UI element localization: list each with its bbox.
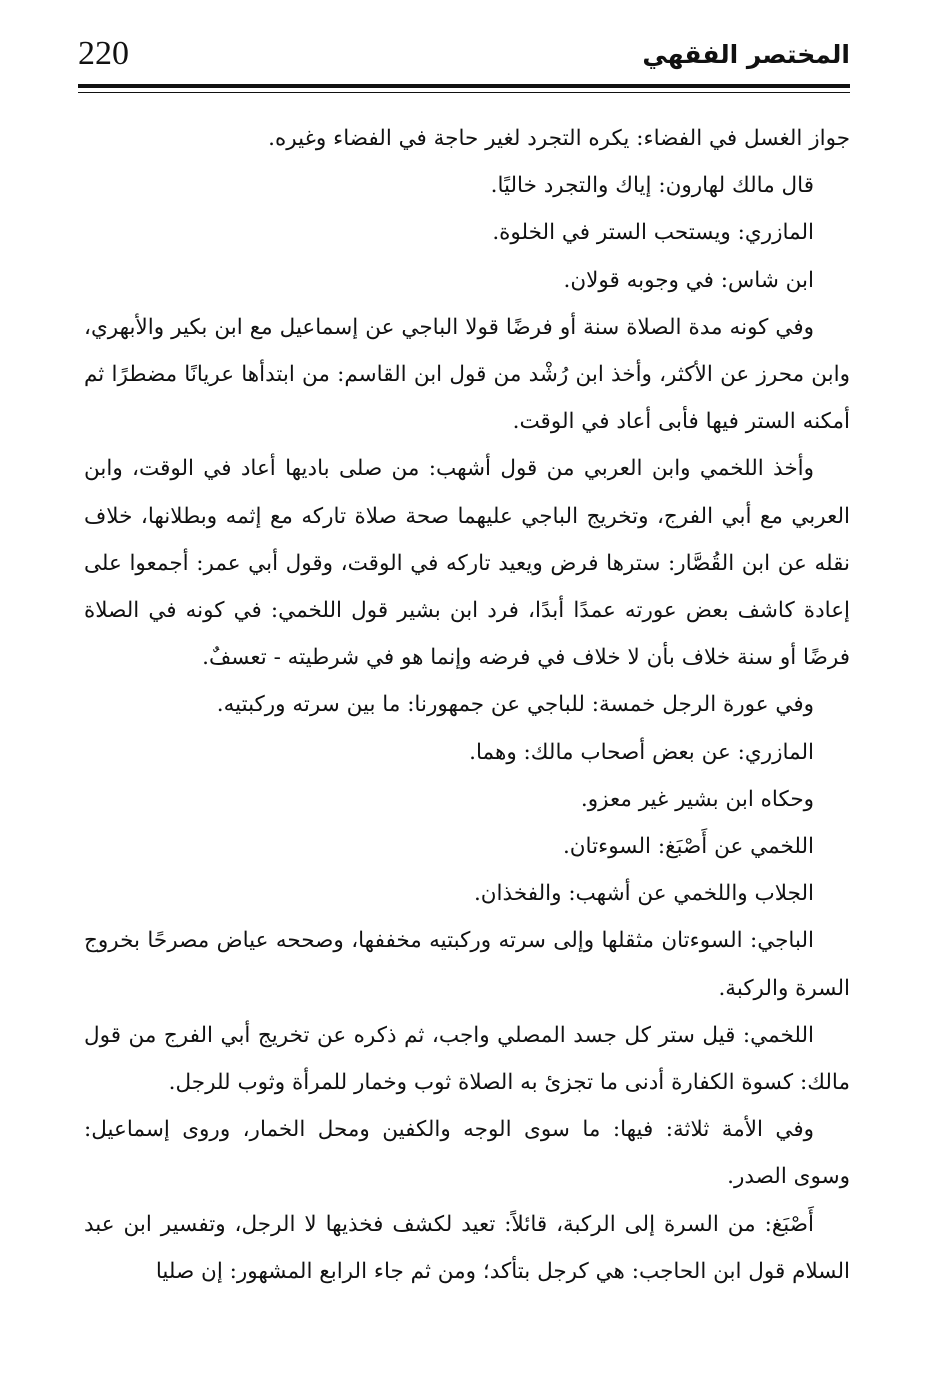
paragraph: اللخمي: قيل ستر كل جسد المصلي واجب، ثم ذكره عن تخريج أبي الفرج من قول مالك: كسوة الكفارة أدنى ما تجزئ به الصلاة ثوب وخمار للمرأة وثوب للرجل. — [84, 1022, 850, 1096]
paragraph: اللخمي عن أَصْبَغ: السوءتان. — [562, 834, 814, 860]
paragraph: وفي الأمة ثلاثة: فيها: ما سوى الوجه والكفين ومحل الخمار، وروى إسماعيل: وسوى الصدر. — [84, 1117, 850, 1190]
paragraph: وفي كونه مدة الصلاة سنة أو فرضًا قولا الباجي عن إسماعيل مع ابن بكير والأبهري، وابن محرز عن الأكثر، وأخذ ابن رُشْد من قول ابن القاسم: من ابتدأها عريانًا مضطرًا ثم أمكنه الستر فيها فأبى أعاد في الوقت. — [84, 314, 850, 435]
body-text — [84, 115, 850, 1295]
paragraph: ابن شاس: في وجوبه قولان. — [563, 267, 814, 293]
paragraph: أَصْبَغ: من السرة إلى الركبة، قائلاً: تعيد لكشف فخذيها لا الرجل، وتفسير ابن عبد السلام قول ابن الحاجب: هي كرجل بتأكد؛ ومن ثم جاء الرابع المشهور: إن صليا — [84, 1211, 850, 1284]
book-title: المختصر الفقهي — [642, 40, 850, 69]
page-header — [78, 34, 850, 82]
paragraph: الجلاب واللخمي عن أشهب: والفخذان. — [473, 881, 814, 907]
paragraph: وأخذ اللخمي وابن العربي من قول أشهب: من صلى باديها أعاد في الوقت، وابن العربي مع أبي الفرج، وتخريج الباجي عليهما صحة صلاة تاركه مع إثمه وبطلانها، خلاف نقله عن ابن القُصَّار: سترها فرض ويعيد تاركه في الوقت، وقول أبي عمر: أجمعوا على إعادة كاشف بعض عورته عمدًا أبدًا، فرد ابن بشير قول اللخمي: في كونه في الصلاة فرضًا أو سنة خلاف بأن لا خلاف في فرضه وإنما هو في شرطيته - تعسفٌ. — [84, 456, 850, 671]
paragraph: المازري: عن بعض أصحاب مالك: وهما. — [469, 739, 814, 765]
paragraph: قال مالك لهارون: إياك والتجرد خاليًا. — [490, 173, 814, 199]
paragraph: جواز الغسل في الفضاء: يكره التجرد لغير حاجة في الفضاء وغيره. — [268, 126, 850, 151]
paragraph: وحكاه ابن بشير غير معزو. — [580, 786, 814, 812]
header-rule-thin — [78, 92, 850, 93]
paragraph: وفي عورة الرجل خمسة: للباجي عن جمهورنا: ما بين سرته وركبتيه. — [216, 692, 814, 718]
header-rule-thick — [78, 84, 850, 88]
paragraph: المازري: ويستحب الستر في الخلوة. — [492, 220, 814, 246]
page-number: 220 — [78, 35, 129, 72]
paragraph: الباجي: السوءتان مثقلها وإلى سرته وركبتيه مخففها، وصححه عياض مصرحًا بخروج السرة والركبة. — [84, 928, 850, 1001]
